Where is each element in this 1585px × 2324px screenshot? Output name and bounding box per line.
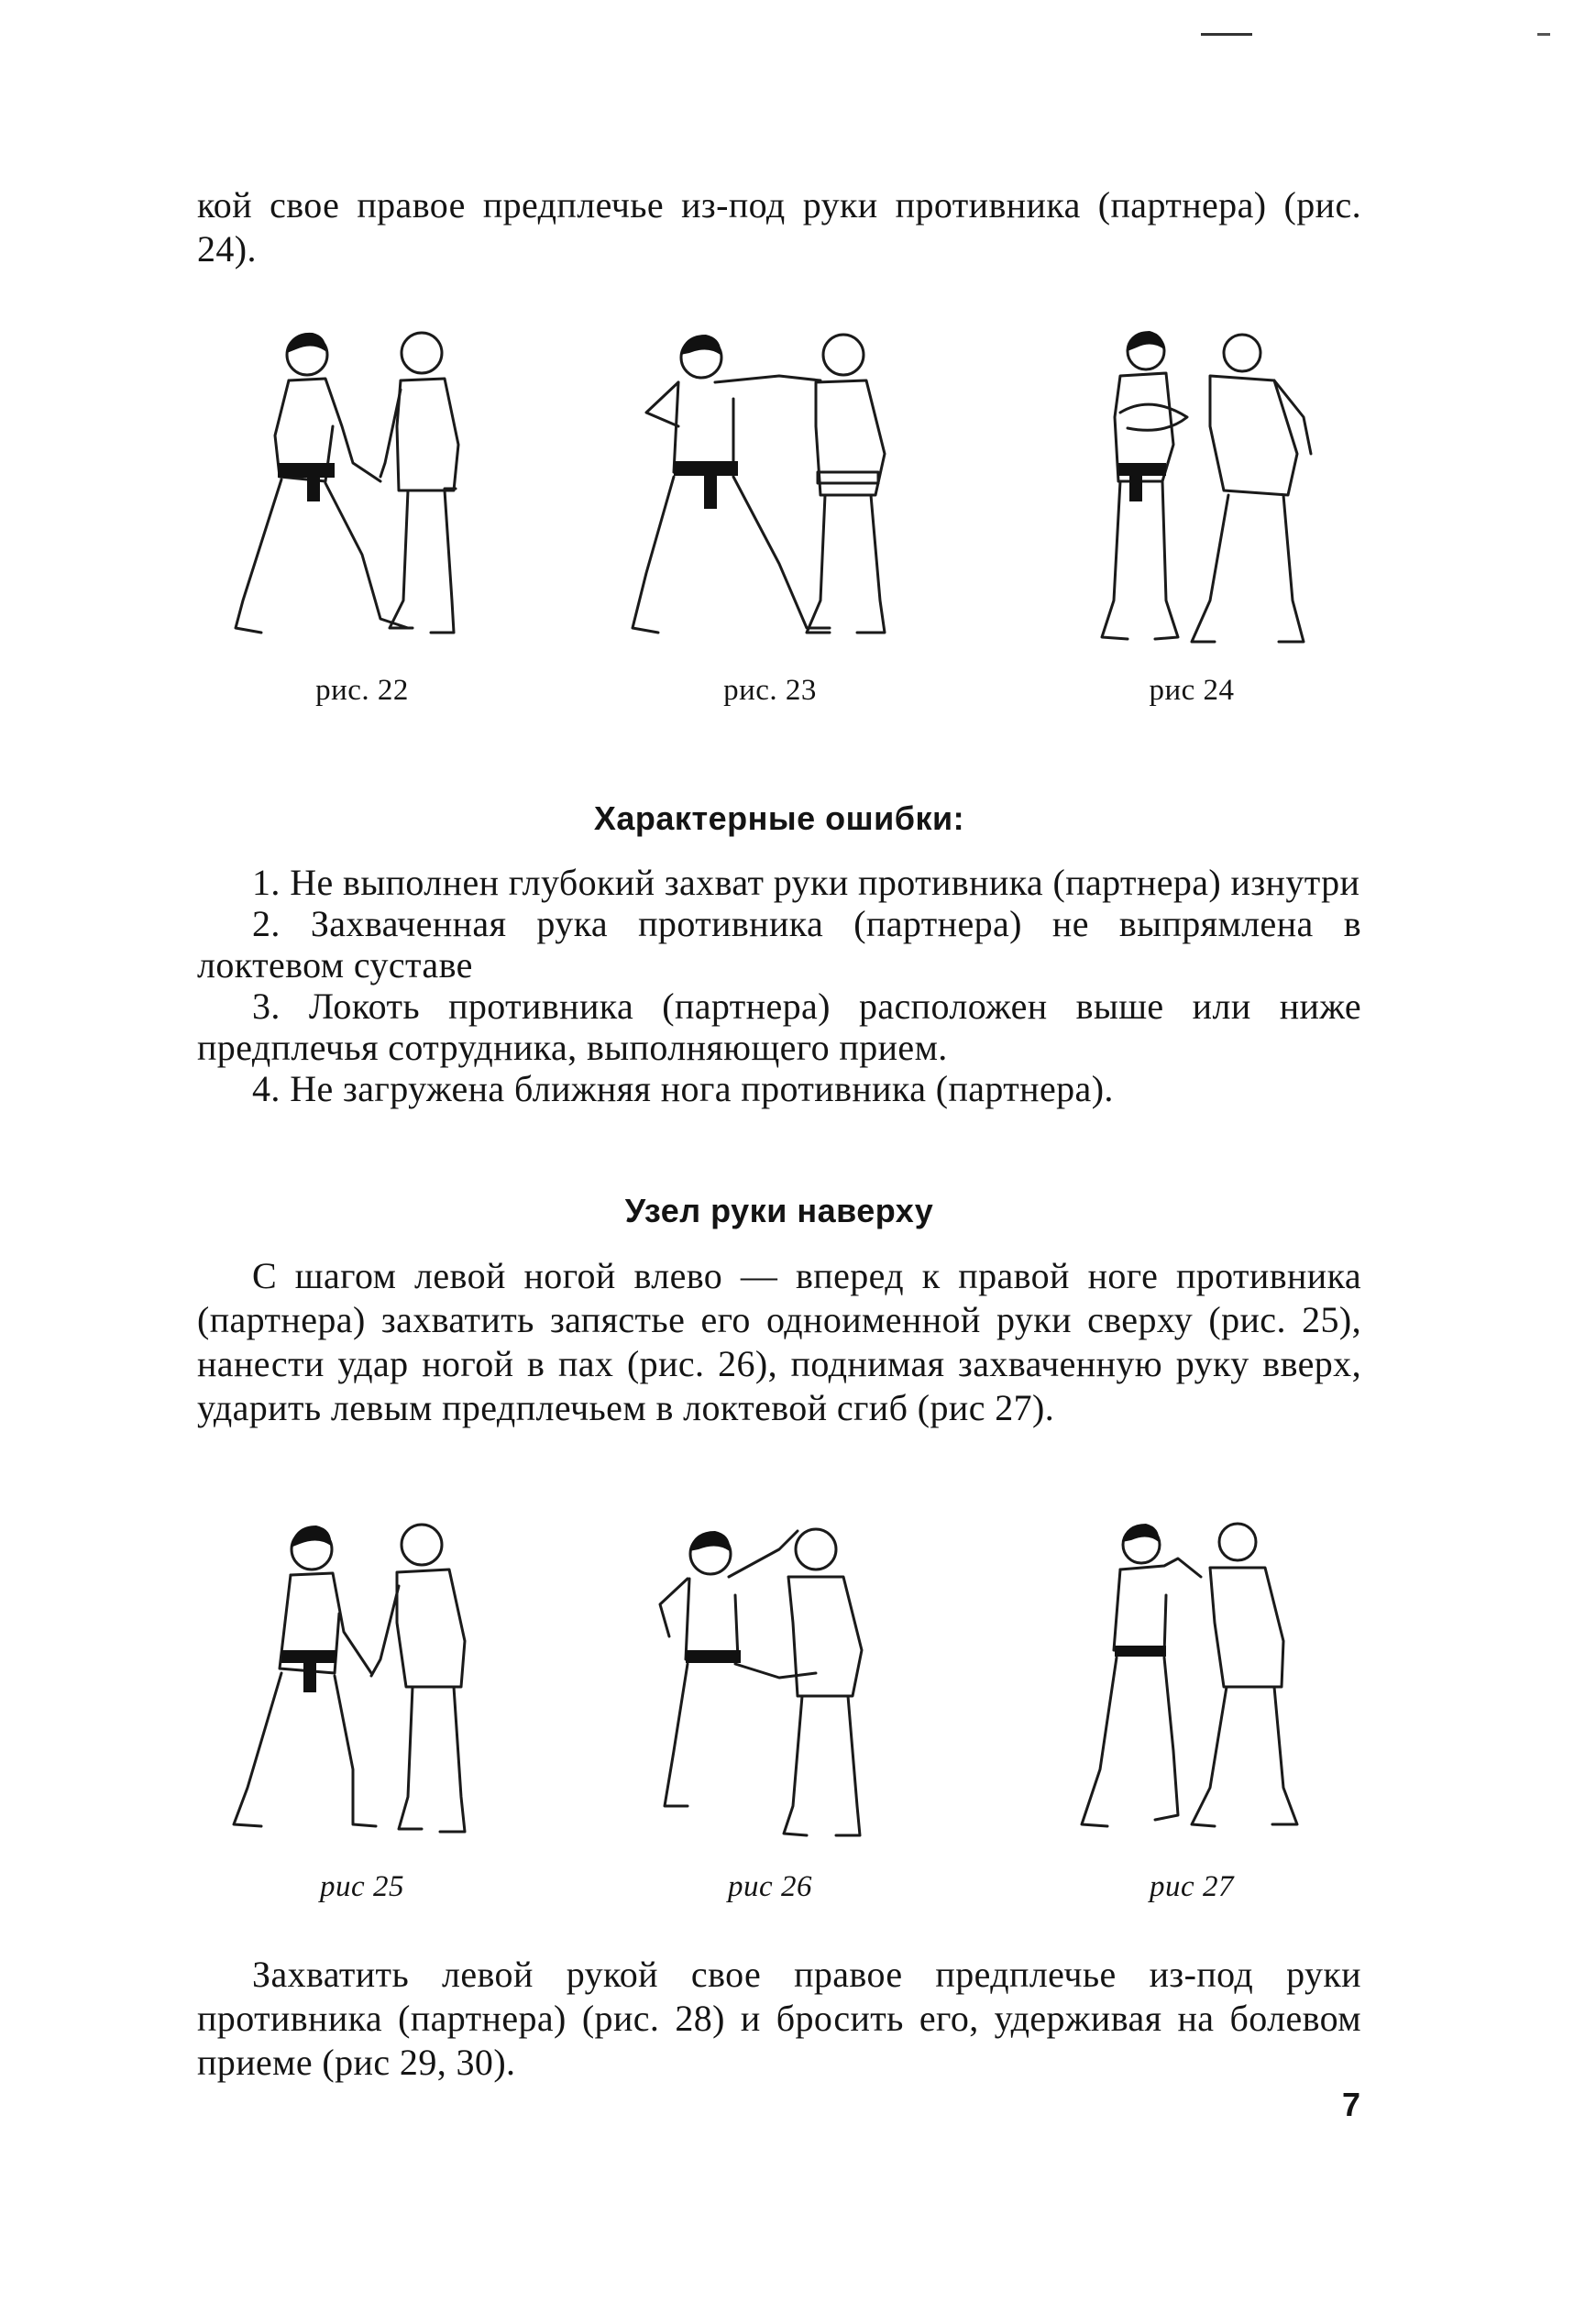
page-number: 7	[1341, 2086, 1360, 2123]
figure-25	[197, 1513, 527, 1904]
mistakes-item: 4. Не загружена ближняя нога противника (партнера).	[252, 1068, 1114, 1109]
technique-heading: Узел руки наверху	[624, 1192, 934, 1229]
figure-row-bottom	[197, 1513, 1361, 1971]
figure-22	[197, 325, 527, 708]
figure-23-caption: рис. 23	[723, 674, 817, 707]
figure-22-caption: рис. 22	[315, 674, 409, 707]
closing-paragraph: Захватить левой рукой свое правое предплечье из-под руки противника (партнера) (рис. 28) и бросить его, удерживая на болевом приеме (рис 29, 30).	[197, 1954, 1361, 2083]
figure-25-illustration	[225, 1513, 500, 1870]
mistakes-item: 3. Локоть противника (партнера) расположен выше или ниже предплечья сотрудника, выполняющего прием.	[197, 986, 1361, 1068]
header-mark	[1537, 33, 1550, 36]
figure-23-illustration	[623, 325, 917, 674]
figure-26-illustration	[633, 1513, 908, 1870]
technique-paragraph: С шагом левой ногой влево — вперед к правой ноге противника (партнера) захватить запястье его одноименной руки сверху (рис. 25), нанести удар ногой в пах (рис. 26), поднимая захваченную руку вверх, ударить левым предплечьем в локтевой сгиб (рис 27).	[197, 1255, 1361, 1428]
figure-23	[605, 325, 935, 708]
figure-26	[605, 1513, 935, 1904]
figure-24-caption: рис 24	[1149, 674, 1235, 707]
mistakes-heading: Характерные ошибки:	[593, 799, 965, 837]
figure-24-illustration	[1063, 325, 1320, 674]
header-rule	[1201, 33, 1252, 36]
figure-27-caption: рис 27	[1150, 1870, 1234, 1903]
figure-26-caption: рис 26	[728, 1870, 812, 1903]
figure-25-caption: рис 25	[320, 1870, 404, 1903]
figure-row-top	[197, 325, 1361, 756]
mistakes-item: 2. Захваченная рука противника (партнера) не выпрямлена в локтевом суставе	[197, 903, 1361, 986]
figure-24	[1027, 325, 1357, 708]
mistakes-list	[197, 862, 1361, 1109]
figure-27-illustration	[1063, 1513, 1320, 1870]
figure-27	[1027, 1513, 1357, 1904]
figure-22-illustration	[225, 325, 500, 674]
mistakes-item: 1. Не выполнен глубокий захват руки противника (партнера) изнутри	[252, 862, 1360, 903]
intro-paragraph: кой свое правое предплечье из-под руки противника (партнера) (рис. 24).	[197, 184, 1361, 270]
